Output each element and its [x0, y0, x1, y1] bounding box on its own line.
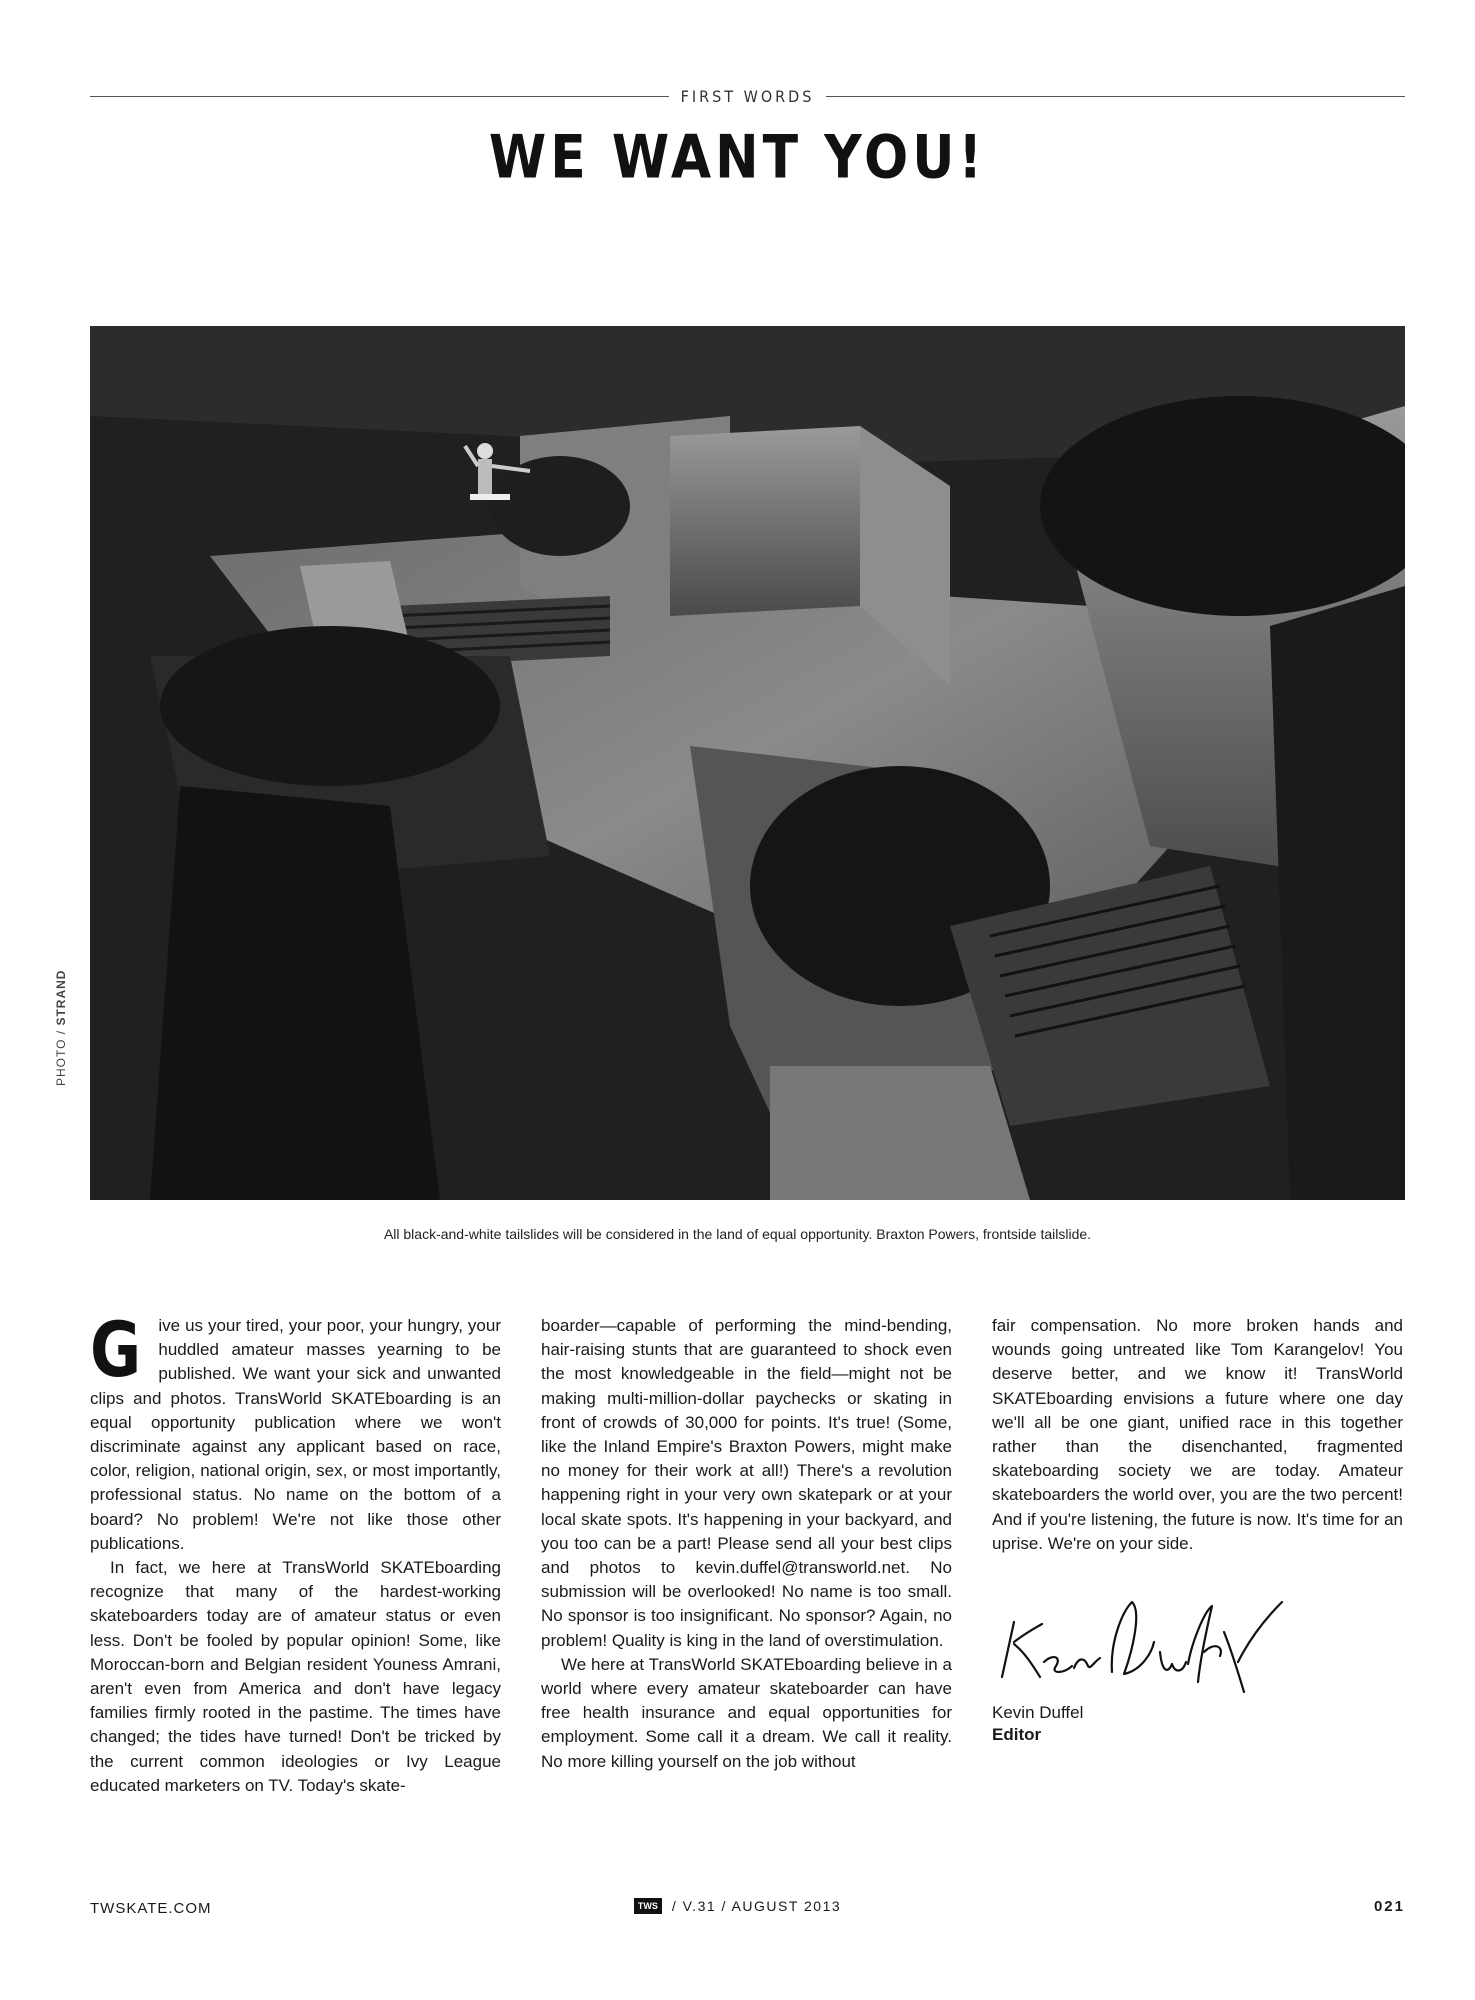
- drop-cap: G: [90, 1305, 142, 1394]
- footer-issue-block: [0, 1898, 1475, 1914]
- article-column-1: [90, 1305, 501, 1834]
- paragraph: In fact, we here at TransWorld SKATEboarding recognize that many of the hardest-working skateboarders today are of amateur status or even less. Don't be fooled by popular opinion! Some, like Moroccan-born and Belgian resident Youness Amrani, aren't even from America and don't have legacy families firmly rooted in the pastime. The times have changed; the tides have turned! Don't be tricked by the current common ideologies or Ivy League educated marketers on TV. Today's skate-: [90, 1558, 501, 1795]
- author-name: Kevin Duffel: [992, 1703, 1084, 1723]
- signature-graphic: [992, 1582, 1403, 1702]
- tws-logo-icon: TWS: [634, 1898, 662, 1914]
- author-title: Editor: [992, 1725, 1042, 1745]
- rule-right: [826, 96, 1405, 97]
- paragraph: fair compensation. No more broken hands and wounds going untreated like Tom Karangelov! You deserve better, and we know it! TransWorld SKATEboarding envisions a future where one day we'll all be one giant, unified race in this together rather than the disenchanted, fragmented skateboarding society we are today. Amateur skateboarders the world over, you are the two percent! And if you're listening, the future is now. It's time for an uprise. We're on your side.: [992, 1316, 1403, 1553]
- credit-prefix: PHOTO /: [54, 1025, 68, 1086]
- paragraph: boarder—capable of performing the mind-bending, hair-raising stunts that are guaranteed to shock even the most knowledgeable in the field—might not be making multi-million-dollar paychecks or skating in front of crowds of 30,000 for points. It's true! (Some, like the Inland Empire's Braxton Powers, might make no money for their work at all!) There's a revolution happening right in your very own skatepark or at your local skate spots. It's happening in your backyard, and you too can be a part! Please send all your best clips and photos to kevin.duffel@transworld.net. No submission will be overlooked! No name is too small. No sponsor is too insignificant. No sponsor? Again, no problem! Quality is king in the land of overstimulation.: [541, 1316, 952, 1650]
- paragraph-text: ive us your tired, your poor, your hungry, your huddled amateur masses yearning to be published. We want your sick and unwanted clips and photos. TransWorld SKATEboarding is an equal opportunity publication where we won't discriminate against any applicant based on race, color, religion, national origin, sex, or most importantly, professional status. No name on the bottom of a board? No problem! We're not like those other publications.: [90, 1316, 501, 1553]
- article-column-3: [992, 1314, 1403, 1834]
- skate-photo: [90, 326, 1405, 1200]
- article-body: [90, 1305, 1405, 1834]
- section-label: FIRST WORDS: [680, 86, 815, 106]
- paragraph: [90, 1305, 501, 1556]
- section-header: [90, 86, 1405, 106]
- page-title: WE WANT YOU!: [488, 123, 987, 193]
- photo-caption: All black-and-white tailslides will be considered in the land of equal opportunity. Braxton Powers, frontside tailslide.: [383, 1226, 1092, 1242]
- article-column-2: [541, 1314, 952, 1834]
- credit-name: STRAND: [54, 969, 68, 1026]
- paragraph: We here at TransWorld SKATEboarding believe in a world where every amateur skateboarder can have free health insurance and equal opportunities for employment. Some call it a dream. We call it reality. No more killing yourself on the job without: [541, 1654, 952, 1771]
- rule-left: [90, 96, 669, 97]
- photo-credit: [54, 970, 68, 1086]
- footer-site: TWSKATE.COM: [90, 1900, 212, 1917]
- footer-issue: / V.31 / AUGUST 2013: [671, 1898, 842, 1914]
- page-number: 021: [1373, 1898, 1405, 1915]
